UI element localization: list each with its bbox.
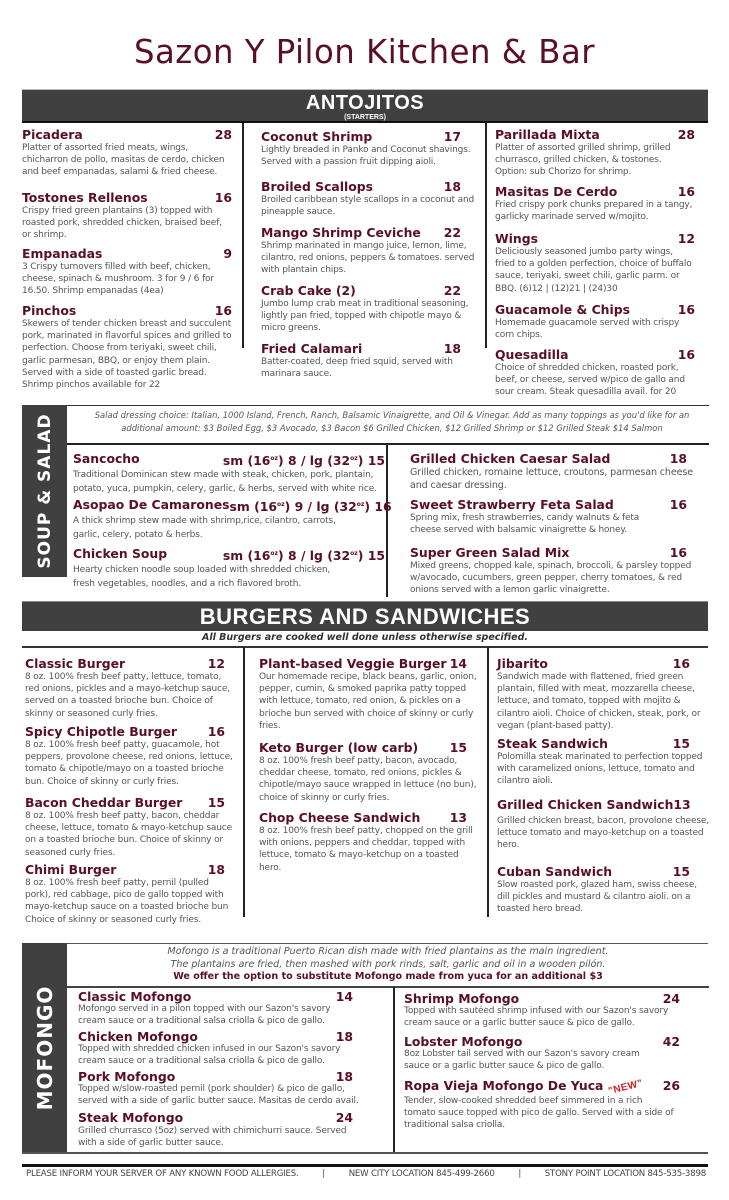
restaurant-title: Sazon Y Pilon Kitchen & Bar bbox=[133, 32, 596, 71]
menu-item bbox=[410, 545, 706, 597]
item-description: 8 oz. 100% fresh beef patty, chopped on the grill with onions, peppers and cheddar, topped with lettuce, tomato & mayo-ketchup on a toasted hero. bbox=[259, 826, 473, 873]
menu-item bbox=[404, 1078, 694, 1131]
antojitos-banner bbox=[22, 89, 708, 122]
item-price: sm $(16^{oz})$ $9 / \lg (32^{oz})$ 16 bbox=[229, 499, 392, 515]
mofongo-note-line1: Mofongo is a traditional Puerto Rican dish made with fried plantains as the main ingredient. bbox=[167, 946, 609, 957]
item-description: Homemade guacamole served with crispy corn chips. bbox=[495, 318, 680, 341]
item-description: 8oz Lobster tail served with our Sazon's savory cream sauce or a garlic butter sauce & pico de gallo. bbox=[404, 1049, 640, 1071]
item-name: Steak Sandwich bbox=[497, 736, 609, 751]
item-price: 16 bbox=[669, 545, 687, 560]
allergy-notice: PLEASE INFORM YOUR SERVER OF ANY KNOWN FOOD ALLERGIES. bbox=[26, 1169, 299, 1179]
item-description: Grilled chicken breast, bacon, provolone cheese, lettuce tomato and mayo-ketchup on a toasted hero. bbox=[497, 816, 709, 851]
item-price: 12 bbox=[677, 231, 695, 246]
item-description: Polomilla steak marinated to perfection topped with caramelized onions, lettuce, tomato and cilantro aioli. bbox=[497, 752, 703, 787]
item-price: 24 bbox=[335, 1110, 353, 1125]
item-description: Sandwich made with flattened, fried green plantain, filled with meat, mozzarella cheese, lettuce, and tomato, topped with mojito & cilantro aioli. Choice of chicken, steak, pork, or vegan (plant-based patty). bbox=[497, 672, 701, 731]
menu-item bbox=[25, 656, 237, 720]
divider bbox=[22, 943, 708, 944]
item-price: 14 bbox=[335, 989, 353, 1004]
mofongo-note-line2: The plantains are fried, then mashed with pork rinds, salt, garlic and oil in a wooden pilón. bbox=[170, 959, 606, 970]
item-price: 18 bbox=[443, 341, 461, 356]
item-price: 26 bbox=[662, 1078, 680, 1093]
footer-separator: | bbox=[322, 1169, 325, 1179]
column-divider bbox=[243, 647, 245, 917]
menu-item bbox=[73, 451, 385, 496]
item-price: 12 bbox=[207, 656, 225, 671]
item-name: Asopao De Camarones bbox=[73, 497, 230, 512]
mofongo-sidebar bbox=[22, 943, 67, 1153]
item-description: 8 oz. 100% fresh beef patty, guacamole, hot peppers, provolone cheese, red onions, lettuce, tomato & chipotle/mayo on a toasted brioche bun. Choice of skinny or curly fries. bbox=[25, 740, 233, 787]
item-name: Parillada Mixta bbox=[495, 127, 600, 142]
item-name: Classic Burger bbox=[25, 656, 126, 671]
item-price: sm $(16^{oz})$ $8 / \lg (32^{oz})$ 15 bbox=[222, 453, 385, 469]
item-description: Skewers of tender chicken breast and succulent pork, marinated in flavorful spices and grilled to perfection. Choose from teriyaki, sweet chili, garlic parmesan, BBQ, or enjoy them plain. Served with a side of toasted garlic bread. bbox=[22, 319, 232, 378]
item-description: Hearty chicken noodle soup loaded with shredded chicken, fresh vegetables, noodles, and a rich flavored broth. bbox=[73, 565, 331, 590]
item-description: Grilled churrasco (5oz) served with chimichurri sauce. Served with a side of garlic butter sauce. bbox=[78, 1126, 347, 1148]
menu-item bbox=[495, 184, 695, 223]
menu-item bbox=[78, 1110, 370, 1149]
menu-item bbox=[497, 656, 712, 732]
divider bbox=[22, 121, 708, 123]
menu-item bbox=[22, 303, 232, 391]
item-name: Picadera bbox=[22, 127, 83, 142]
item-name: Masitas De Cerdo bbox=[495, 184, 618, 199]
menu-item bbox=[22, 190, 232, 242]
antojitos-title: ANTOJITOS bbox=[305, 92, 425, 114]
item-name: Pinchos bbox=[22, 303, 77, 318]
item-description: Batter-coated, deep fried squid, served with marinara sauce. bbox=[261, 357, 453, 380]
burgers-note: All Burgers are cooked well done unless otherwise specified. bbox=[201, 632, 529, 643]
item-description: Mixed greens, chopped kale, spinach, broccoli, & parsley topped w/avocado, cucumbers, green pepper, cherry tomatoes, & red onions served with a lemon garlic vinaigrette. bbox=[410, 561, 692, 596]
item-name: Chop Cheese Sandwich bbox=[259, 810, 421, 825]
item-description: Broiled caribbean style scallops in a coconut and pineapple sauce. bbox=[261, 195, 475, 218]
item-name: Keto Burger (low carb) bbox=[259, 740, 419, 755]
item-name: Sancocho bbox=[73, 451, 140, 466]
item-price: 13 bbox=[673, 797, 691, 812]
item-description: Spring mix, fresh strawberries, candy walnuts & feta cheese served with balsamic vinaigrette & honey. bbox=[410, 513, 640, 536]
item-price: 16 bbox=[207, 724, 225, 739]
item-description: Mofongo served in a pilon topped with our Sazon's savory cream sauce or a traditional salsa criolla & pico de gallo. bbox=[78, 1004, 331, 1026]
item-description: Traditional Dominican stew made with steak, chicken, pork, plantain, potato, yuca, pumpkin, celery, garlic, & herbs, served with white rice. bbox=[73, 470, 377, 495]
item-name: Tostones Rellenos bbox=[22, 190, 148, 205]
mofongo-title: MOFONGO bbox=[32, 985, 57, 1111]
item-price: 15 bbox=[449, 740, 467, 755]
item-description: Grilled chicken, romaine lettuce, croutons, parmesan cheese and caesar dressing. bbox=[410, 467, 693, 491]
item-description: 8 oz. 100% fresh beef patty, bacon, avocado, cheddar cheese, tomato, red onions, pickles & chipotle/mayo sauce wrapped in lettuce (no bun), choice of skinny or curly fries. bbox=[259, 756, 477, 803]
menu-item bbox=[261, 129, 476, 168]
column-divider bbox=[393, 987, 395, 1153]
item-description: Jumbo lump crab meat in traditional seasoning, lightly pan fried, topped with chipotle mayo & micro greens. bbox=[261, 299, 469, 334]
item-price: 22 bbox=[443, 225, 461, 240]
item-price: 28 bbox=[214, 127, 232, 142]
menu-item bbox=[497, 797, 712, 852]
item-name: Chimi Burger bbox=[25, 862, 117, 877]
footer-separator: | bbox=[518, 1169, 522, 1179]
item-price: 18 bbox=[669, 451, 687, 466]
item-name: Classic Mofongo bbox=[78, 989, 192, 1004]
soup-salad-sidebar bbox=[22, 405, 67, 577]
menu-item bbox=[25, 862, 237, 926]
item-price: 16 bbox=[669, 497, 687, 512]
item-price: 18 bbox=[335, 1029, 353, 1044]
item-description: Fried crispy pork chunks prepared in a tangy, garlicky marinade served w/mojito. bbox=[495, 200, 693, 223]
item-name: Pork Mofongo bbox=[78, 1069, 176, 1084]
stony-point-location: STONY POINT LOCATION 845-535-3898 bbox=[544, 1169, 706, 1179]
item-price: 18 bbox=[443, 179, 461, 194]
menu-item bbox=[497, 864, 712, 916]
item-price: 16 bbox=[214, 190, 232, 205]
item-description: A thick shrimp stew made with shrimp,rice, cilantro, carrots, garlic, celery, potato & herbs. bbox=[73, 516, 336, 541]
item-description: Platter of assorted grilled shrimp, grilled churrasco, grilled chicken, & tostones. Option: sub Chorizo for shrimp. bbox=[495, 143, 671, 178]
menu-item bbox=[25, 724, 237, 788]
item-price: 18 bbox=[335, 1069, 353, 1084]
divider bbox=[22, 646, 708, 648]
item-name: Quesadilla bbox=[495, 347, 569, 362]
item-description: Our homemade recipe, black beans, garlic, onion, pepper, cumin, & smoked paprika patty topped with lettuce, tomato, red onion, & pickles on a brioche bun served with choice of skinny or curly fries. bbox=[259, 672, 477, 731]
menu-item bbox=[495, 347, 695, 399]
menu-item bbox=[78, 989, 370, 1027]
menu-item bbox=[495, 231, 695, 295]
item-name: Shrimp Mofongo bbox=[404, 991, 520, 1006]
item-name: Grilled Chicken Sandwich bbox=[497, 797, 674, 812]
item-description: 8 oz. 100% fresh beef patty, bacon, cheddar cheese, lettuce, tomato & mayo-ketchup sauce on a toasted brioche bun. Choice of skinny or seasoned curly fries. bbox=[25, 811, 232, 858]
item-price: 42 bbox=[662, 1034, 680, 1049]
item-price: 24 bbox=[662, 991, 680, 1006]
item-name: Grilled Chicken Caesar Salad bbox=[410, 451, 611, 466]
item-price: 9 bbox=[223, 246, 232, 261]
menu-item bbox=[78, 1069, 370, 1107]
item-name: Guacamole & Chips bbox=[495, 302, 630, 317]
item-description: 8 oz. 100% fresh beef patty, pernil (pulled pork), red cabbage, pico de gallo topped with mayo-ketchup sauce on a toasted brioche bun Choice of skinny or seasoned curly fries. bbox=[25, 878, 229, 925]
menu-item bbox=[73, 546, 385, 591]
burgers-title: BURGERS AND SANDWICHES bbox=[199, 604, 531, 629]
item-description: Topped with sautéed shrimp infused with our Sazon's savory cream sauce or a garlic butter sauce & pico de gallo. bbox=[404, 1006, 669, 1028]
footer bbox=[26, 1169, 706, 1179]
column-divider bbox=[386, 444, 388, 597]
divider bbox=[67, 986, 709, 988]
item-description: Topped w/slow-roasted pernil (pork shoulder) & pico de gallo, served with a side of garlic butter sauce. Masitas de cerdo avail. bbox=[78, 1084, 359, 1106]
item-description: Lightly breaded in Panko and Coconut shavings. Served with a passion fruit dipping aioli. bbox=[261, 145, 471, 168]
item-price: 15 bbox=[672, 736, 690, 751]
item-description: Shrimp marinated in mango juice, lemon, lime, cilantro, red onions, peppers & tomatoes. served with plantain chips. bbox=[261, 241, 475, 276]
item-price: 16 bbox=[677, 184, 695, 199]
item-price: 16 bbox=[677, 347, 695, 362]
item-description: Deliciously seasoned jumbo party wings, fried to a golden perfection, choice of buffalo sauce, teriyaki, sweet chili, garlic parm. or BBQ. (6)12 | (12)21 | (24)30 bbox=[495, 247, 692, 294]
item-description: Topped with shredded chicken infused in our Sazon's savory cream sauce or a traditional salsa criolla & pico de gallo. bbox=[78, 1044, 341, 1066]
item-price: sm $(16^{oz})$ $8 / \lg (32^{oz})$ 15 bbox=[222, 548, 385, 564]
menu-item bbox=[25, 795, 237, 859]
item-name: Fried Calamari bbox=[261, 341, 363, 356]
item-price: 13 bbox=[449, 810, 467, 825]
item-name: Sweet Strawberry Feta Salad bbox=[410, 497, 614, 512]
antojitos-subtitle: (STARTERS) bbox=[344, 114, 386, 121]
item-description: Choice of shredded chicken, roasted pork, beef, or cheese, served w/pico de gallo and sour cream. Steak quesadilla avail. for 20 bbox=[495, 363, 685, 398]
menu-item bbox=[261, 341, 476, 380]
menu-item bbox=[22, 246, 232, 298]
item-price: 28 bbox=[677, 127, 695, 142]
new-city-location: NEW CITY LOCATION 845-499-2660 bbox=[348, 1169, 495, 1179]
burgers-banner bbox=[22, 601, 708, 631]
item-description: Slow roasted pork, glazed ham, swiss cheese, dill pickles and mustard & cilantro aioli. on a toasted hero bread. bbox=[497, 880, 697, 915]
item-price: 15 bbox=[207, 795, 225, 810]
mofongo-yuca-note: We offer the option to substitute Mofongo made from yuca for an additional $3 bbox=[173, 971, 603, 982]
item-price: 16 bbox=[672, 656, 690, 671]
item-name: Empanadas bbox=[22, 246, 103, 261]
menu-item bbox=[404, 1034, 694, 1072]
column-divider bbox=[487, 647, 489, 917]
item-price: 16 bbox=[214, 303, 232, 318]
menu-item bbox=[259, 740, 477, 804]
item-price: 16 bbox=[677, 302, 695, 317]
divider bbox=[67, 405, 709, 406]
item-description: Platter of assorted fried meats, wings, chicharron de pollo, masitas de cerdo, chicken and beef empanadas, salami & fried cheese. bbox=[22, 143, 225, 178]
menu-item bbox=[495, 127, 695, 179]
menu-item bbox=[495, 302, 695, 341]
menu-item bbox=[259, 810, 477, 874]
item-price: 18 bbox=[207, 862, 225, 877]
menu-item bbox=[497, 736, 712, 788]
divider bbox=[22, 1152, 708, 1154]
item-extra-note: Shrimp pinchos available for 22 bbox=[22, 380, 161, 391]
item-name: Lobster Mofongo bbox=[404, 1034, 523, 1049]
item-description: Crispy fried green plantains (3) topped with roasted pork, shredded chicken, braised beef, or shrimp. bbox=[22, 206, 222, 241]
item-price: 15 bbox=[672, 864, 690, 879]
item-name: Ropa Vieja Mofongo De Yuca bbox=[404, 1078, 604, 1093]
item-name: Mango Shrimp Ceviche bbox=[261, 225, 421, 240]
menu-item bbox=[261, 225, 476, 277]
salad-dressing-note: Salad dressing choice: Italian, 1000 Island, French, Ranch, Balsamic Vinaigrette, and Oil & Vinegar. Add as many toppings as you'd like for an additional amount: $3 Boiled Egg, $3 Avocado, $3 Bacon $6 Grilled Chicken, $12 Grilled Shrimp or $12 Grilled Steak $14 Salmon bbox=[94, 410, 690, 433]
column-divider bbox=[485, 123, 487, 348]
menu-item bbox=[22, 127, 232, 179]
item-name: Spicy Chipotle Burger bbox=[25, 724, 177, 739]
menu-item bbox=[73, 497, 392, 542]
item-description: Tender, slow-cooked shredded beef simmered in a rich tomato sauce topped with pico de gallo. Served with a side of traditional salsa criolla. bbox=[404, 1096, 674, 1130]
menu-item bbox=[78, 1029, 370, 1067]
new-badge: "NEW" bbox=[606, 1077, 644, 1098]
menu-item bbox=[404, 991, 694, 1029]
menu-item bbox=[410, 451, 706, 492]
item-name: Coconut Shrimp bbox=[261, 129, 373, 144]
item-price: 22 bbox=[443, 283, 461, 298]
item-name: Wings bbox=[495, 231, 538, 246]
item-name: Steak Mofongo bbox=[78, 1110, 184, 1125]
menu-item bbox=[259, 656, 477, 732]
menu-item bbox=[261, 283, 476, 335]
item-name: Cuban Sandwich bbox=[497, 864, 613, 879]
item-price: 17 bbox=[443, 129, 461, 144]
item-name: Broiled Scallops bbox=[261, 179, 374, 194]
item-name: Chicken Mofongo bbox=[78, 1029, 198, 1044]
item-description: 8 oz. 100% fresh beef patty, lettuce, tomato, red onions, pickles and a mayo-ketchup sauce, served on a toasted brioche bun. Choice of skinny or seasoned curly fries. bbox=[25, 672, 230, 719]
menu-item bbox=[261, 179, 476, 218]
item-name: Plant-based Veggie Burger bbox=[259, 656, 447, 671]
item-name: Crab Cake (2) bbox=[261, 283, 356, 298]
column-divider bbox=[242, 123, 244, 348]
item-name: Super Green Salad Mix bbox=[410, 545, 570, 560]
item-description: 3 Crispy turnovers filled with beef, chicken, cheese, spinach & mushroom. 3 for 9 / 6 for 16.50. Shrimp empanadas (4ea) bbox=[22, 262, 214, 297]
soup-salad-title: SOUP & SALAD bbox=[34, 413, 55, 569]
menu-item bbox=[410, 497, 706, 536]
item-name: Bacon Cheddar Burger bbox=[25, 795, 183, 810]
item-price: 14 bbox=[449, 656, 467, 671]
footer-rule bbox=[22, 1164, 708, 1167]
item-name: Chicken Soup bbox=[73, 546, 168, 561]
item-name: Jibarito bbox=[497, 656, 548, 671]
divider bbox=[67, 443, 709, 445]
